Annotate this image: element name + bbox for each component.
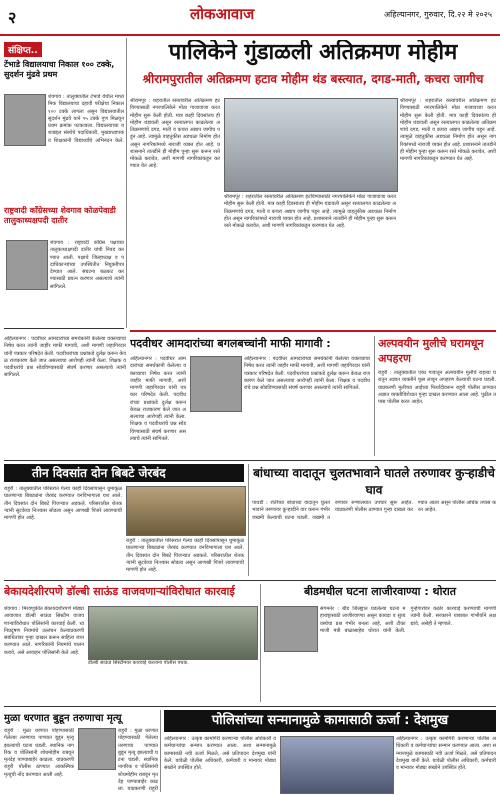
sidebar-story2-head bbox=[4, 206, 124, 236]
column-rule bbox=[374, 336, 375, 456]
divider bbox=[4, 328, 124, 329]
story-g-head bbox=[4, 710, 152, 726]
story-b-body: राहुरी : तालुक्यातील एका गावातून अल्पवयीन मुलीचे राहत्या घरातून अज्ञात व्यक्तीने फूस लावून अपहरण केल्याची घटना घडली. याप्रकरणी मुलीच्या आईच्या फिर्यादीवरून राहुरी पोलीस ठाण्यात अज्ञात व्यक्तीविरोधात गुन्हा दाखल करण्यात आला आहे. पुढील तपास पोलीस करत आहेत. bbox=[378, 370, 496, 405]
story-d bbox=[252, 500, 496, 576]
divider bbox=[4, 706, 496, 707]
lead-headline-box bbox=[130, 40, 496, 70]
lead-body: श्रीरामपूर : शहरातील रस्त्यांवरील अतिक्रमण हटविण्यासाठी नगरपालिकेने मोठा गाजावाजा करत मोहीम सुरू केली होती. मात्र काही दिवसांतच ही मोहीम थंडावली असून रस्त्यालगत काढलेल्या अतिक्रमणांचे दगड, माती व कचरा अद्याप जागीच पडून आहे. त्यामुळे वाहतुकीस अडथळा निर्माण होत असून नागरिकांमध्ये नाराजी व्यक्त होत आहे. प्रशासनाने तातडीने ही मोहीम पुन्हा सुरू करून रस्ते मोकळे करावेत, अशी मागणी नागरिकांकडून करण्यात येत आहे. bbox=[130, 98, 220, 170]
lead-photo bbox=[224, 98, 398, 192]
story-g-body: राहुरी : मुळा धरणात पोहण्यासाठी गेलेल्या तरुणाचा पाण्यात बुडून मृत्यू झाल्याची घटना घडली. स्थानिक नागरिक व पोलिसांनी शोधमोहीम राबवून मृतदेह पाण्याबाहेर काढला. याप्रकरणी राहुरी पोलीस ठाण्यात आकस्मिक मृत्यूची नोंद करण्यात आली आहे. bbox=[4, 728, 74, 778]
divider bbox=[130, 330, 496, 332]
lead-body-cont-2: श्रीरामपूर : शहरातील रस्त्यांवरील अतिक्रमण हटविण्यासाठी नगरपालिकेने मोठा गाजावाजा करत मोहीम सुरू केली होती. मात्र काही दिवसांतच ही मोहीम थंडावली असून रस्त्यालगत काढलेल्या अतिक्रमणांचे दगड, माती व कचरा अद्याप जागीच पडून आहे. त्यामुळे वाहतुकीस अडथळा निर्माण होत असून नागरिकांमध्ये नाराजी व्यक्त होत आहे. प्रशासनाने तातडीने ही मोहीम पुन्हा सुरू करून रस्ते मोकळे करावेत, अशी मागणी नागरिकांकडून करण्यात येत आहे. bbox=[400, 98, 496, 162]
story-g-body-cont: राहुरी : मुळा धरणात पोहण्यासाठी गेलेल्या तरुणाचा पाण्यात बुडून मृत्यू झाल्याची घटना घडली. स्थानिक नागरिक व पोलिसांनी शोधमोहीम राबवून मृतदेह पाण्याबाहेर काढला. याप्रकरणी राहुरी bbox=[118, 728, 158, 792]
story-e-col bbox=[4, 606, 84, 702]
story-f-headline: बीडमधील घटना लाजीरवाण्या : थोरात bbox=[303, 585, 457, 598]
story-f-body: संगमनेर : बीड जिल्ह्यात घडलेल्या घटना महाराष्ट्रासाठी लाजीरवाण्या असून कायदा व सुव्यवस्थेचा प्रश्न गंभीर बनला आहे, अशी टीका माजी मंत्री बाळासाहेब थोरात यांनी केली. गुन्हेगारांवर कठोर कारवाई करण्याची मागणी त्यांनी केली. सरकारने याबाबत गांभीर्याने लक्ष द्यावे, असेही ते म्हणाले. bbox=[320, 606, 496, 634]
story-e-head bbox=[4, 584, 256, 602]
leopard-photo bbox=[126, 486, 246, 536]
dolby-raid-photo bbox=[88, 606, 258, 660]
sidebar-story2-title: राष्ट्रवादी काँग्रेसच्या शेवगाव कोळपेवाडी तालुकाध्यक्षपदी दातीर bbox=[4, 206, 116, 225]
story-d-body: पाथर्डी : शेतीच्या बांधाच्या वादातून चुलतभावाने तरुणावर कुऱ्हाडीने वार करून गंभीर जखमी केल्याची घटना घडली. जखमी तरुणावर रुग्णालयात उपचार सुरू आहेत. याप्रकरणी पोलीस ठाण्यात गुन्हा दाखल करण्यात आला असून पोलीस अधिक तपास करत आहेत. bbox=[252, 500, 496, 521]
column-rule bbox=[160, 710, 161, 792]
story-d-headline: बांधाच्या वादातून चुलतभावाने घातले तरुणावर कुऱ्हाडीचे घाव bbox=[253, 466, 495, 497]
story-h-headline: पोलिसांच्या सन्मानामुळे कामासाठी ऊर्जा : देशमुख bbox=[211, 713, 449, 728]
story-a-col-left bbox=[4, 336, 126, 406]
story-e-body: शेवगाव : मिरवणुकीत बेकायदेशीरपणे मोठ्या आवाजात डॉल्बी साऊंड सिस्टीम वाजवणाऱ्यांविरोधात पोलिसांनी कारवाई केली. ध्वनिप्रदूषण नियमांचे उल्लंघन केल्याप्रकरणी संबंधितांवर गुन्हा दाखल करून साहित्य जप्त करण्यात आले. नागरिकांनी नियमांचे पालन करावे, असे आवाहन पोलिसांनी केले आहे. bbox=[4, 606, 84, 656]
divider bbox=[4, 460, 496, 461]
felicitation-photo bbox=[280, 736, 394, 794]
column-rule bbox=[126, 38, 127, 328]
story-e-caption-box bbox=[88, 660, 256, 702]
sidebar-section-label: संक्षिप्त.. bbox=[4, 42, 42, 57]
story-h-band bbox=[164, 710, 496, 732]
story-a-body-cont-2: अहिल्यानगर : पदवीधर आमदारांच्या समर्थकांनी केलेल्या वक्तव्याचा निषेध करत त्यांनी जाहीर माफी मागावी, अशी मागणी जहागिरदार यांनी पत्रकार परिषदेत केली. पदवीधरांच्या प्रश्नांकडे दुर्लक्ष करून केवळ राजकारण केले जात असल्याचा आरोपही त्यांनी केला. शिक्षक व पदवीधरांचे प्रश्न सोडविण्यासाठी संघर्ष करणार असल्याचे त्यांनी सांगितले. bbox=[244, 356, 370, 391]
sidebar-story2 bbox=[50, 240, 124, 326]
story-c-col-1 bbox=[4, 486, 122, 576]
page-number: २ bbox=[8, 8, 17, 27]
page-header bbox=[0, 0, 500, 36]
lead-subhead-box bbox=[130, 72, 496, 94]
story-a-col-1 bbox=[130, 356, 186, 456]
column-rule bbox=[248, 464, 249, 576]
story-h-col-1 bbox=[164, 736, 276, 792]
story-c-body-cont: राहुरी : तालुक्यातील परिसरात गेल्या काही दिवसांपासून धुमाकूळ घालणाऱ्या बिबट्यांना जेरबंद करण्यात वनविभागाला यश आले. तीन दिवसांत दोन बिबटे पिंजऱ्यात अडकले. परिसरातील शेतकऱ्यांनी सुटकेचा निःश्वास सोडला असून आणखी पिंजरे लावण्याची मागणी होत आहे. bbox=[126, 538, 244, 573]
sidebar-story2-body: शेवगाव : राष्ट्रवादी काँग्रेस पक्षाच्या तालुकाध्यक्षपदी दातीर यांची निवड करण्यात आली. पक्षाचे जिल्हाध्यक्ष व पदाधिकाऱ्यांच्या उपस्थितीत नियुक्तीपत्र देण्यात आले. संघटना बळकट करण्यासाठी प्रयत्न करणार असल्याचे त्यांनी सांगितले. bbox=[50, 240, 124, 290]
story-h-body-cont: अहिल्यानगर : उत्कृष्ट कामगिरी करणाऱ्या पोलीस अधिकारी व कर्मचाऱ्यांचा सन्मान करण्यात आला. अशा सन्मानामुळे कामासाठी नवी ऊर्जा मिळते, असे प्रतिपादन देशमुख यांनी केले. यावेळी पोलीस अधिकारी, कर्मचारी व मान्यवर मोठ्या संख्येने उपस्थित होते. bbox=[396, 736, 496, 771]
lead-subhead: श्रीरामपुरातील अतिक्रमण हटाव मोहीम थंड बस्त्यात, दगड-माती, कचरा जागीच bbox=[142, 72, 484, 86]
story-a-body-cont: अहिल्यानगर : पदवीधर आमदारांच्या समर्थकांनी केलेल्या वक्तव्याचा निषेध करत त्यांनी जाहीर माफी मागावी, अशी मागणी जहागिरदार यांनी पत्रकार परिषदेत केली. पदवीधरांच्या प्रश्नांकडे दुर्लक्ष करून केवळ राजकारण केले जात असल्याचा आरोपही त्यांनी केला. शिक्षक व पदवीधरांचे प्रश्न सोडविण्यासाठी संघर्ष करणार असल्याचे त्यांनी सांगितले. bbox=[130, 356, 186, 442]
story-g-headline: मुळा धरणात बुडून तरुणाचा मृत्यू bbox=[4, 713, 122, 724]
story-a-headline: पदवीधर आमदारांच्या बगलबच्चांनी माफी मागावी : bbox=[130, 337, 331, 350]
lead-col-1 bbox=[130, 98, 220, 326]
story-e-caption: डॉल्बी साऊंड सिस्टीमवर कारवाई करताना पोलीस पथक. bbox=[88, 660, 189, 666]
lead-headline: पालिकेने गुंडाळली अतिक्रमण मोहीम bbox=[168, 40, 458, 65]
story-h-col-2 bbox=[396, 736, 496, 792]
story-g-col-1 bbox=[4, 728, 74, 792]
story-f-head bbox=[264, 584, 496, 602]
story-a-col-2 bbox=[244, 356, 370, 456]
story-h-body: अहिल्यानगर : उत्कृष्ट कामगिरी करणाऱ्या पोलीस अधिकारी व कर्मचाऱ्यांचा सन्मान करण्यात आला. अशा सन्मानामुळे कामासाठी नवी ऊर्जा मिळते, असे प्रतिपादन देशमुख यांनी केले. यावेळी पोलीस अधिकारी, कर्मचारी व मान्यवर मोठ्या संख्येने उपस्थित होते. bbox=[164, 736, 276, 771]
lead-col-2 bbox=[224, 194, 396, 326]
story-b-head bbox=[378, 336, 496, 366]
date-line: अहिल्यानगर, गुरुवार, दि.२२ मे २०२५ bbox=[384, 10, 492, 19]
victim-photo bbox=[78, 728, 116, 770]
story-c-headline: तीन दिवसांत दोन बिबटे जेरबंद bbox=[32, 466, 166, 480]
masthead: लोकआवाज bbox=[190, 5, 255, 23]
sidebar-story1-body-a: शेवगाव : तालुक्यातील टेंभाडे येथील माध्यमिक विद्यालयाचा दहावी परीक्षेचा निकाल १०० टक्के लागला असून विद्यालयातील सुदर्शन मुंढवे याने ९५ टक्के गुण मिळवून प्रथम क्रमांक पटकावला. विद्यालयाच्या यशाबद्दल संस्थेचे पदाधिकारी, मुख्याध्यापक व शिक्षकांनी विद्यार्थ्यांचे अभिनंदन केले. bbox=[48, 94, 124, 144]
story-b-headline: अल्पवयीन मुलीचे घरामधून अपहरण bbox=[378, 337, 484, 365]
lead-body-cont: श्रीरामपूर : शहरातील रस्त्यांवरील अतिक्रमण हटविण्यासाठी नगरपालिकेने मोठा गाजावाजा करत मोहीम सुरू केली होती. मात्र काही दिवसांतच ही मोहीम थंडावली असून रस्त्यालगत काढलेल्या अतिक्रमणांचे दगड, माती व कचरा अद्याप जागीच पडून आहे. त्यामुळे वाहतुकीस अडथळा निर्माण होत असून नागरिकांमध्ये नाराजी व्यक्त होत आहे. प्रशासनाने तातडीने ही मोहीम पुन्हा सुरू करून रस्ते मोकळे करावेत, अशी मागणी नागरिकांकडून करण्यात येत आहे. bbox=[224, 194, 396, 229]
story-a-head bbox=[130, 336, 370, 352]
story-d-head bbox=[252, 464, 496, 498]
story-b bbox=[378, 370, 496, 456]
student-photo bbox=[4, 94, 46, 146]
column-rule bbox=[260, 584, 261, 702]
story-a-photo bbox=[190, 356, 242, 412]
story-a-body: अहिल्यानगर : पदवीधर आमदारांच्या समर्थकांनी केलेल्या वक्तव्याचा निषेध करत त्यांनी जाहीर माफी मागावी, अशी मागणी जहागिरदार यांनी पत्रकार परिषदेत केली. पदवीधरांच्या प्रश्नांकडे दुर्लक्ष करून केवळ राजकारण केले जात असल्याचा आरोपही त्यांनी केला. शिक्षक व पदवीधरांचे प्रश्न सोडविण्यासाठी संघर्ष करणार असल्याचे त्यांनी सांगितले. bbox=[4, 336, 126, 379]
story-c-band bbox=[4, 464, 244, 482]
sidebar-story1-title: टेंभाडे विद्यालयाचा निकाल १०० टक्के, सुदर्शन मुंढवे प्रथम bbox=[4, 60, 115, 79]
thorat-photo bbox=[264, 606, 318, 652]
official-photo bbox=[6, 240, 48, 290]
lead-col-3 bbox=[400, 98, 496, 326]
divider bbox=[4, 580, 496, 581]
story-g-col-2 bbox=[118, 728, 158, 792]
story-c-col-2 bbox=[126, 538, 244, 576]
story-c-body: राहुरी : तालुक्यातील परिसरात गेल्या काही दिवसांपासून धुमाकूळ घालणाऱ्या बिबट्यांना जेरबंद करण्यात वनविभागाला यश आले. तीन दिवसांत दोन बिबटे पिंजऱ्यात अडकले. परिसरातील शेतकऱ्यांनी सुटकेचा निःश्वास सोडला असून आणखी पिंजरे लावण्याची मागणी होत आहे. bbox=[4, 486, 122, 521]
story-f bbox=[320, 606, 496, 702]
story-e-headline: बेकायदेशीरपणे डॉल्बी साऊंड वाजवणाऱ्यांविरोधात कारवाई bbox=[4, 585, 235, 598]
